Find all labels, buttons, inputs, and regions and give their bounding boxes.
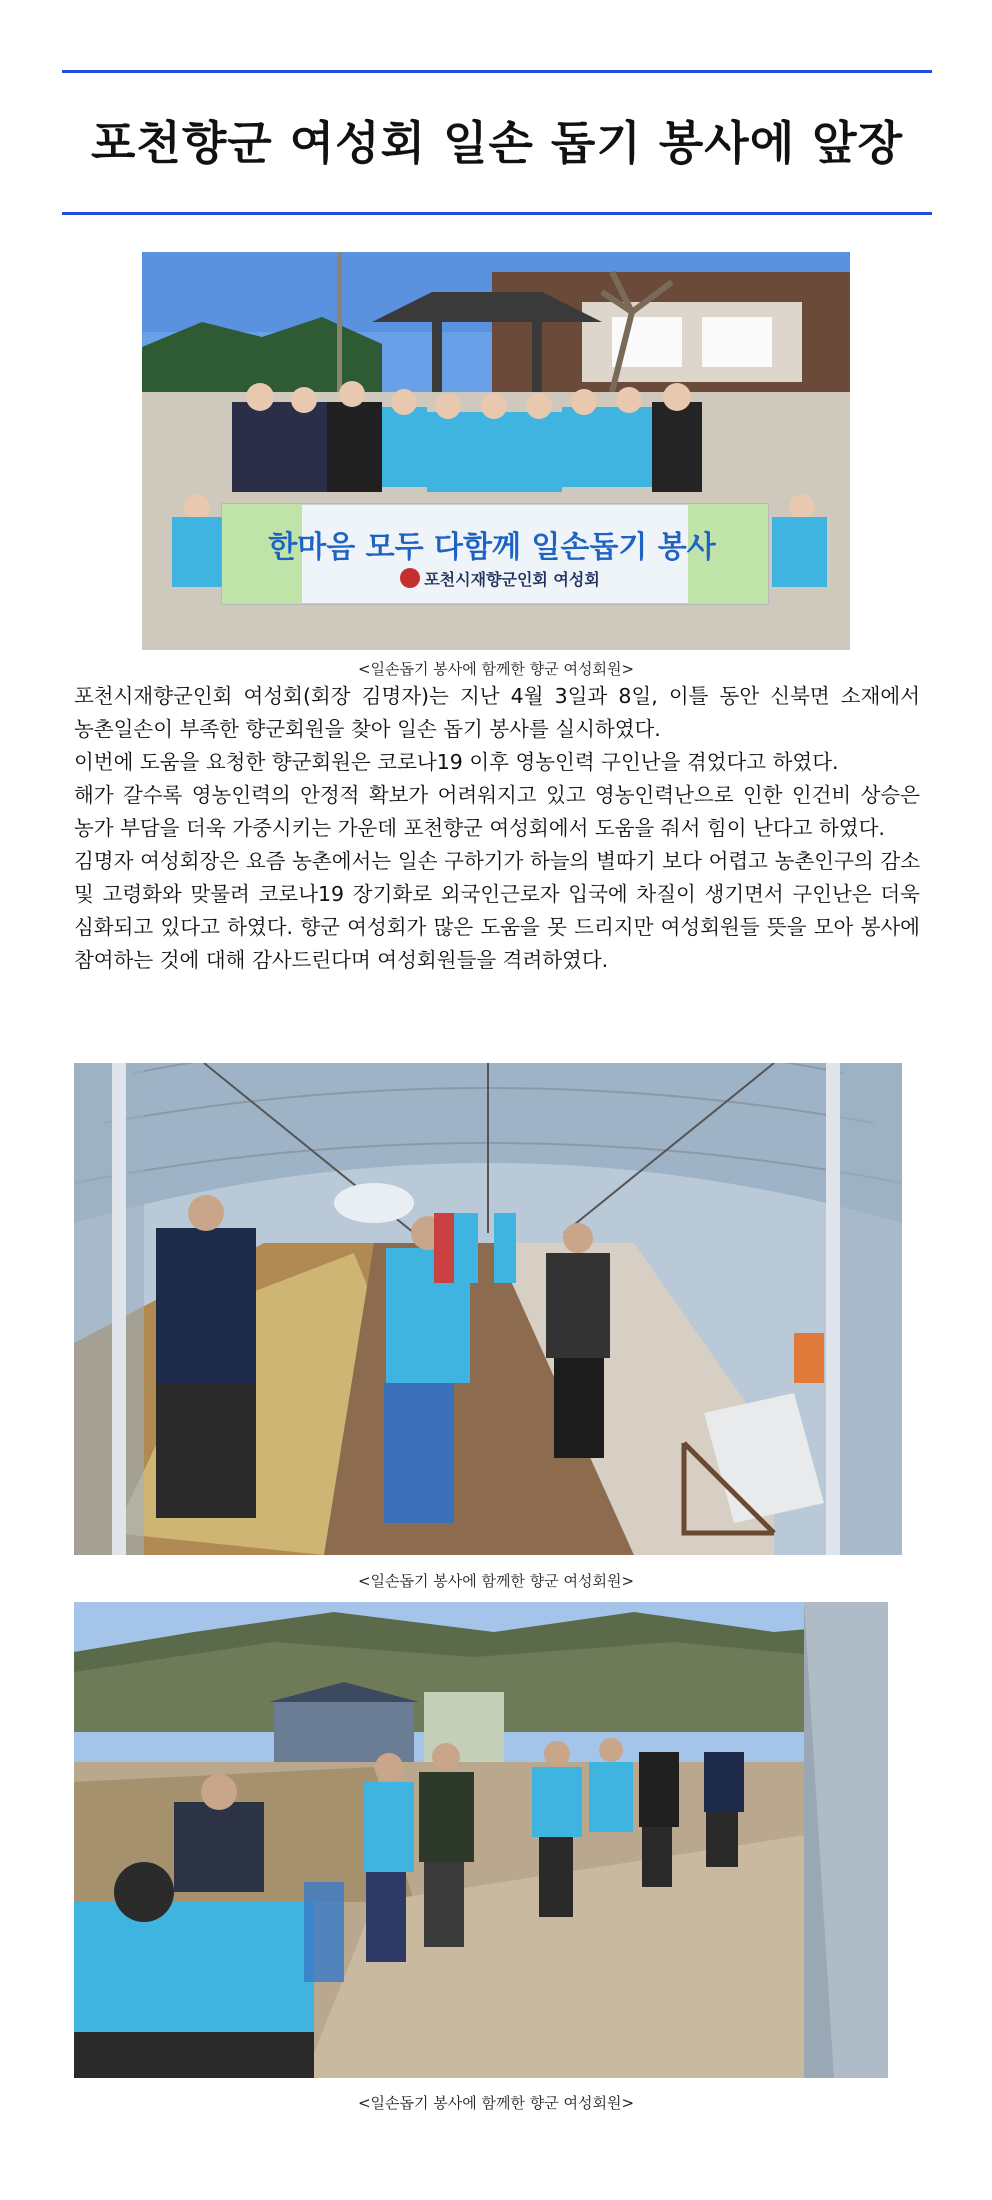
greenhouse-photo [74, 1063, 902, 1555]
photo-caption-2: <일손돕기 봉사에 함께한 향군 여성회원> [357, 1572, 635, 1590]
group-photo [142, 252, 850, 650]
outdoor-work-photo [74, 1602, 888, 2078]
top-rule [62, 70, 932, 73]
article-paragraph: 이번에 도움을 요청한 향군회원은 코로나19 이후 영농인력 구인난을 겪었다고 하였다. [74, 750, 839, 774]
article-paragraph: 포천시재향군인회 여성회(회장 김명자)는 지난 4월 3일과 8일, 이틀 동안 신북면 소재에서 농촌일손이 부족한 향군회원을 찾아 일손 돕기 봉사를 실시하였다. [74, 684, 920, 741]
banner-sub-text: 포천시재향군인회 여성회 [424, 570, 600, 589]
title-bottom-rule [62, 212, 932, 215]
article-paragraph: 해가 갈수록 영농인력의 안정적 확보가 어려워지고 있고 영농인력난으로 인한 인건비 상승은 농가 부담을 더욱 가중시키는 가운데 포천향군 여성회에서 도움을 줘서 힘이 난다고 하였다. [74, 783, 920, 840]
photo-caption-3: <일손돕기 봉사에 함께한 향군 여성회원> [357, 2094, 635, 2112]
banner-main-text: 한마음 모두 다함께 일손돕기 봉사 [268, 530, 716, 565]
article-title: 포천향군 여성회 일손 돕기 봉사에 앞장 [90, 116, 904, 170]
article-paragraph: 김명자 여성회장은 요즘 농촌에서는 일손 구하기가 하늘의 별따기 보다 어렵고 농촌인구의 감소 및 고령화와 맞물려 코로나19 장기화로 외국인근로자 입국에 차질이 생기면서 구인난은 더욱 심화되고 있다고 하였다. 향군 여성회가 많은 도움을 못 드리지만 여성회원들 뜻을 모아 봉사에 참여하는 것에 대해 감사드린다며 여성회원들을 격려하였다. [74, 849, 920, 972]
article-body [74, 680, 920, 977]
photo-caption-1: <일손돕기 봉사에 함께한 향군 여성회원> [357, 660, 635, 678]
